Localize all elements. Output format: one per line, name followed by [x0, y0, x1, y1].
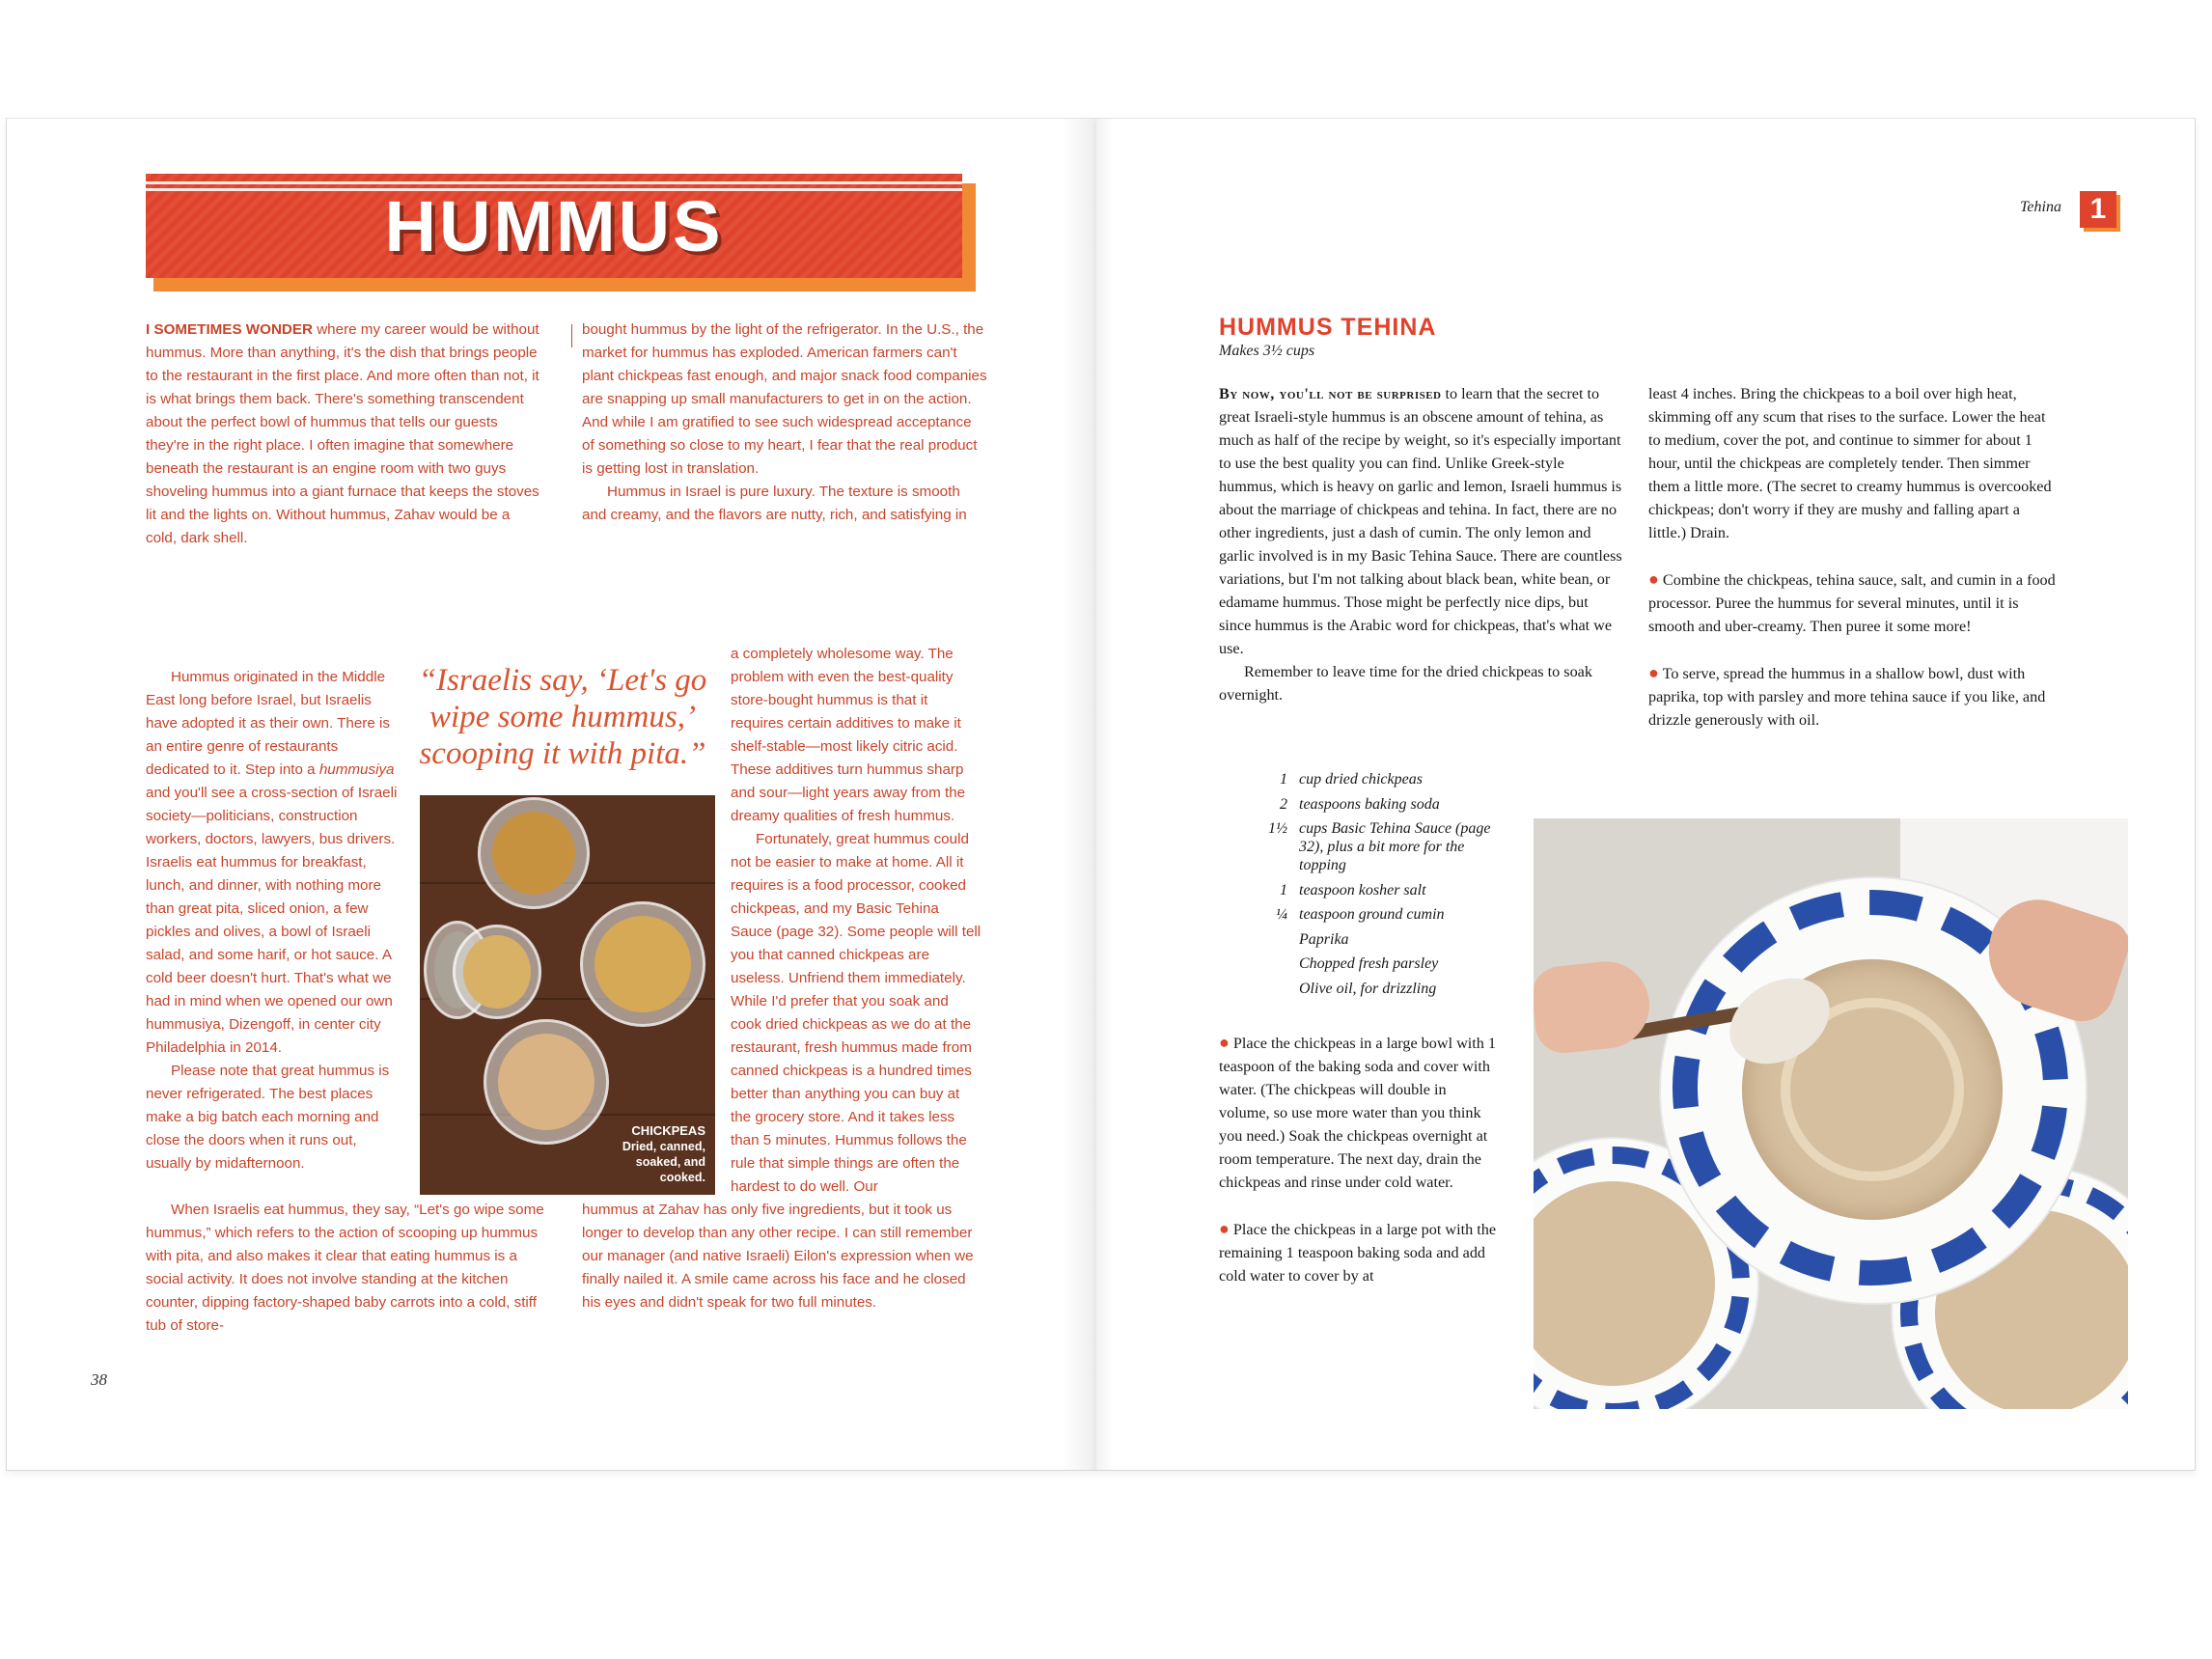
step-1-text: Place the chickpeas in a large bowl with 1 teaspoon of the baking soda and cover with water. (The chickpeas will double in volume, so use more water than you think you need.) Soak the chickpeas overnight at room temperature. The next day, drain the chickpeas and rinse under cold water. [1219, 1035, 1497, 1191]
ingredient-row [1233, 819, 1504, 874]
left-column-2-bottom [582, 1199, 987, 1314]
luxury-paragraph-start: Hummus in Israel is pure luxury. The texture is smooth and creamy, and the flavors are nutty, rich, and satisfying in [582, 484, 967, 523]
ingredient-list [1233, 770, 1504, 1004]
recipe-title: HUMMUS TEHINA [1219, 314, 1437, 341]
step-2-rest: least 4 inches. Bring the chickpeas to a boil over high heat, skimming off any scum that rises to the surface. Lower the heat to medium, cover the pot, and continue to simmer for about 1 hour, until the chickpeas are completely tender. Then simmer them a little more. (The secret to creamy hummus is overcooked chickpeas; don't worry if they are mushy and falling apart a little.) Drain. [1648, 385, 2052, 541]
ingredient-row [1233, 905, 1504, 924]
recipe-column-2 [1648, 382, 2058, 732]
left-column-1-bottom [146, 1199, 551, 1338]
gutter-shadow-right [1096, 119, 1114, 1470]
wipe-paragraph: When Israelis eat hummus, they say, “Let's go wipe some hummus,” which refers to the action of scooping up hummus with pita, and also makes it clear that eating hummus is a social activity. It does not involve standing at the kitchen counter, dipping factory-shaped baby carrots into a cold, stiff tub of store- [146, 1202, 544, 1334]
step-4-text: To serve, spread the hummus in a shallow bowl, dust with paprika, top with parsley and more tehina sauce if you like, and drizzle generously with oil. [1648, 665, 2046, 729]
ingredient-text: teaspoon ground cumin [1299, 906, 1445, 923]
chickpeas-photo [420, 795, 715, 1195]
step-bullet: ● [1219, 1033, 1230, 1052]
left-column-2-top [582, 318, 987, 527]
step-3-text: Combine the chickpeas, tehina sauce, salt, and cumin in a food processor. Puree the hummus for several minutes, until it is smooth and uber-creamy. Then puree it some more! [1648, 571, 2056, 635]
pull-quote: “Israelis say, ‘Let's go wipe some hummus,’ scooping it with pita.” [418, 663, 707, 771]
left-column-1-narrow [146, 666, 404, 1175]
photo-caption [617, 1123, 705, 1185]
chapter-banner [146, 174, 976, 293]
left-column-1-top [146, 318, 541, 550]
market-paragraph: bought hummus by the light of the refrigerator. In the U.S., the market for hummus has exploded. American farmers can't plant chickpeas fast enough, and major snack food companies are snapping up small manufacturers to get in on the action. And while I am gratified to see such widespread acceptance of something so close to my heart, I fear that the real product is getting lost in translation. [582, 321, 987, 477]
step-2-start [1219, 1217, 1501, 1287]
ingredient-quantity: 1 [1280, 771, 1287, 788]
ingredient-text: cup dried chickpeas [1299, 771, 1423, 788]
ingredient-row [1233, 881, 1504, 899]
lead-in-caps: I SOMETIMES WONDER [146, 321, 313, 338]
ingredient-quantity [1233, 930, 1299, 949]
ingredient-text: Paprika [1299, 930, 1349, 948]
ingredient-row [1233, 930, 1504, 949]
intro-body: to learn that the secret to great Israeli-style hummus is an obscene amount of tehina, as much as half of the recipe by weight, so it's especially important to use the best quality you can find. Unlike Greek-style hummus, which is heavy on garlic and lemon, Israeli hummus is about the marriage of chickpeas and tehina. In fact, there are no other ingredients, just a dash of cumin. The only lemon and garlic involved is in my Basic Tehina Sauce. There are countless variations, but I'm not talking about black bean, white bean, or edamame hummus. Those might be perfectly nice dips, but since hummus is the Arabic word for chickpeas, that's what we use. [1219, 385, 1622, 657]
easy-paragraph: Fortunately, great hummus could not be easier to make at home. All it requires is a food processor, cooked chickpeas, and my Basic Tehina Sauce (page 32). Some people will tell you that canned chickpeas are useless. Unfriend them immediately. While I'd prefer that you soak and cook dried chickpeas as we do at the restaurant, fresh hummus made from canned chickpeas is a hundred times better than anything you can buy at the grocery store. And it takes less than 5 minutes. Hummus follows the rule that simple things are often the hardest to do well. Our [731, 831, 982, 1195]
zahav-paragraph: hummus at Zahav has only five ingredients, but it took us longer to develop than any other recipe. I can still remember our manager (and native Israeli) Eilon's expression when we finally nailed it. A smile came across his face and he closed his eyes and didn't speak for two full minutes. [582, 1202, 974, 1311]
step-4 [1648, 661, 2058, 732]
ingredient-quantity: ¼ [1276, 906, 1287, 923]
origin-text-b: and you'll see a cross-section of Israeli society—politicians, construction workers, doctors, lawyers, bus drivers. Israelis eat hummus for breakfast, lunch, and dinner, with nothing more than great pita, sliced onion, a few pickles and olives, a bowl of Israeli salad, and some harif, or hot sauce. A cold beer doesn't hurt. That's what we had in mind when we opened our own hummusiya, Dizengoff, in center city Philadelphia in 2014. [146, 785, 398, 1056]
ingredient-text: Chopped fresh parsley [1299, 955, 1439, 972]
ingredient-quantity: 1 [1280, 881, 1287, 899]
origin-text-a: Hummus originated in the Middle East long before Israel, but Israelis have adopted it as their own. There is an entire genre of restaurants dedicated to it. Step into a [146, 669, 390, 778]
banner-title: HUMMUS [384, 186, 724, 266]
ingredient-row [1233, 954, 1504, 973]
recipe-intro [1219, 382, 1622, 660]
page-number: 38 [91, 1370, 107, 1389]
photo-caption-text: Dried, canned, soaked, and cooked. [622, 1140, 705, 1184]
step-bullet: ● [1648, 569, 1659, 589]
ingredient-text: teaspoon kosher salt [1299, 881, 1426, 899]
step-bullet: ● [1219, 1219, 1230, 1238]
recipe-steps-left [1219, 1031, 1501, 1287]
step-bullet: ● [1648, 663, 1659, 682]
recipe-column-1 [1219, 382, 1622, 706]
ingredient-quantity [1233, 954, 1299, 973]
recipe-yield: Makes 3½ cups [1219, 343, 1315, 359]
gutter-shadow [1063, 119, 1097, 1470]
luxury-paragraph-rest: a completely wholesome way. The problem with even the best-quality store-bought hummus is that it requires certain additives to make it shelf-stable—most likely citric acid. These additives turn hummus sharp and sour—light years away from the dreamy qualities of fresh hummus. [731, 646, 966, 824]
banner-rule-top [146, 181, 962, 184]
left-column-2-narrow [731, 643, 982, 1199]
ingredient-quantity [1233, 980, 1299, 998]
photo-caption-title: CHICKPEAS [631, 1123, 705, 1138]
refrigerated-paragraph: Please note that great hummus is never refrigerated. The best places make a big batch each morning and close the doors when it runs out, usually by midafternoon. [146, 1063, 390, 1172]
step-1 [1219, 1031, 1501, 1194]
can-chickpeas [453, 925, 541, 1019]
ingredient-row [1233, 795, 1504, 814]
intro-lead-in: By now, you'll not be surprised [1219, 385, 1442, 402]
hand-left [1534, 957, 1653, 1056]
bowl-soaked-chickpeas [484, 1019, 609, 1145]
step-3 [1648, 567, 2058, 638]
hummus-photo [1534, 818, 2128, 1409]
intro-paragraph [146, 318, 541, 550]
ingredient-text: Olive oil, for drizzling [1299, 980, 1437, 997]
chapter-number: 1 [2089, 193, 2107, 225]
ingredient-row [1233, 980, 1504, 998]
banner-panel [146, 174, 962, 278]
ingredient-text: cups Basic Tehina Sauce (page 32), plus a bit more for the topping [1299, 820, 1491, 873]
chapter-tab [2080, 191, 2116, 228]
running-head: Tehina [2020, 199, 2061, 215]
bowl-cooked-chickpeas [580, 901, 705, 1027]
step-2-text-start: Place the chickpeas in a large pot with the remaining 1 teaspoon baking soda and add cold water to cover by at [1219, 1221, 1497, 1285]
origin-paragraph [146, 666, 404, 1060]
soak-note: Remember to leave time for the dried chickpeas to soak overnight. [1219, 663, 1592, 704]
hummusiya-term: hummusiya [318, 761, 395, 778]
ingredient-quantity: 2 [1280, 795, 1287, 813]
intro-text: where my career would be without hummus. More than anything, it's the dish that brings people to the restaurant in the first place. And more often than not, it is what brings them back. There's something transcendent about the perfect bowl of hummus that tells our guests they're in the right place. I often imagine that somewhere beneath the restaurant is an engine room with two guys shoveling hummus into a giant furnace that keeps the stoves lit and the lights on. Without hummus, Zahav would be a cold, dark shell. [146, 321, 539, 546]
bowl-dried-chickpeas [478, 797, 590, 909]
ingredient-text: teaspoons baking soda [1299, 795, 1440, 813]
ingredient-quantity: 1½ [1268, 820, 1287, 837]
ingredient-row [1233, 770, 1504, 788]
column-rule [571, 324, 572, 347]
